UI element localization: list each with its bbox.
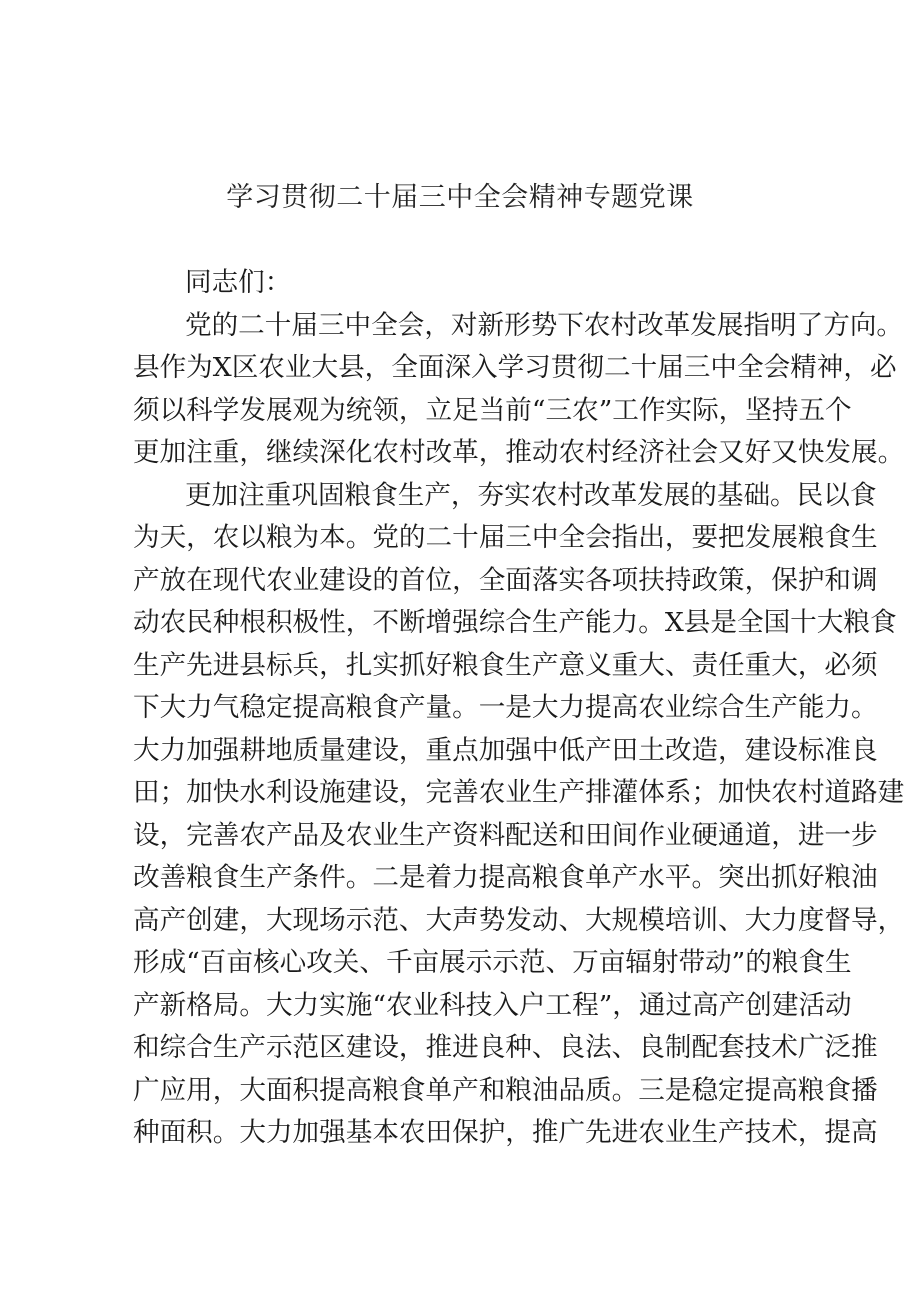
text-line: 形成“百亩核心攻关、千亩展示示范、万亩辐射带动”的粮食生 (133, 947, 852, 978)
text-line: 下大力气稳定提高粮食产量。一是大力提高农业综合生产能力。 (133, 692, 878, 723)
text-line: 动农民种根积极性，不断增强综合生产能力。X县是全国十大粮食 (133, 607, 897, 638)
text-line: 和综合生产示范区建设，推进良种、良法、良制配套技术广泛推 (133, 1032, 878, 1063)
text-line: 产新格局。大力实施“农业科技入户工程”，通过高产创建活动 (133, 989, 852, 1021)
text-line: 党的二十届三中全会，对新形势下农村改革发展指明了方向。 (185, 309, 904, 341)
document-body (133, 262, 905, 1155)
text-line: 为天，农以粮为本。党的二十届三中全会指出，要把发展粮食生 (133, 522, 878, 553)
text-line: 田；加快水利设施建设，完善农业生产排灌体系；加快农村道路建 (133, 777, 905, 808)
text-line: 广应用，大面积提高粮食单产和粮油品质。三是稳定提高粮食播 (133, 1074, 878, 1106)
salutation: 同志们： (185, 267, 292, 298)
text-line: 改善粮食生产条件。二是着力提高粮食单产水平。突出抓好粮油 (133, 862, 878, 893)
text-line: 更加注重巩固粮食生产，夯实农村改革发展的基础。民以食 (185, 479, 877, 511)
text-line: 更加注重，继续深化农村改革，推动农村经济社会又好又快发展。 (133, 437, 905, 468)
text-line: 高产创建，大现场示范、大声势发动、大规模培训、大力度督导， (133, 904, 905, 936)
text-line: 县作为X区农业大县，全面深入学习贯彻二十届三中全会精神，必 (133, 352, 897, 383)
text-line: 设，完善农产品及农业生产资料配送和田间作业硬通道，进一步 (133, 819, 878, 851)
document-title: 学习贯彻二十届三中全会精神专题党课 (226, 182, 694, 213)
text-line: 大力加强耕地质量建设，重点加强中低产田土改造，建设标准良 (133, 734, 878, 766)
text-line: 产放在现代农业建设的首位，全面落实各项扶持政策，保护和调 (133, 564, 878, 596)
text-line: 生产先进县标兵，扎实抓好粮食生产意义重大、责任重大，必须 (133, 649, 878, 681)
text-line: 须以科学发展观为统领，立足当前“三农”工作实际，坚持五个 (133, 394, 852, 426)
text-line: 种面积。大力加强基本农田保护，推广先进农业生产技术，提高 (133, 1117, 878, 1148)
